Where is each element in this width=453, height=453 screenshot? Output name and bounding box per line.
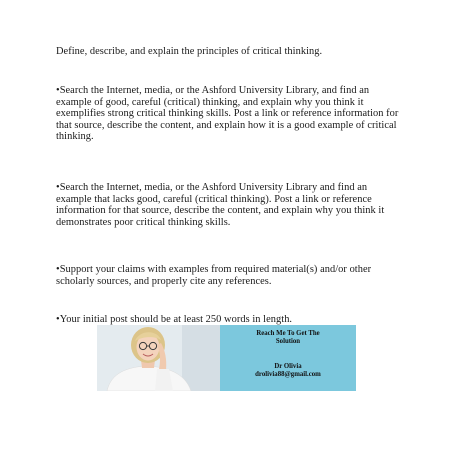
promo-banner xyxy=(97,325,356,391)
contact-name: Dr Olivia xyxy=(274,363,302,370)
tutor-photo xyxy=(97,325,220,391)
intro-paragraph: Define, describe, and explain the principles of critical thinking. xyxy=(56,46,323,57)
support-claims-paragraph: •Support your claims with examples from required material(s) and/or other scholarly sources, and properly cite any references. xyxy=(56,264,372,287)
woman-with-glasses-image xyxy=(97,325,220,391)
post-length-paragraph: •Your initial post should be at least 250 words in length. xyxy=(56,314,293,325)
cta-line-2: Solution xyxy=(275,338,301,345)
poor-thinking-paragraph: •Search the Internet, media, or the Ashford University Library and find an example that lacks good, careful (critical thinking). Post a link or reference information for that source, describe the content, and explain why you think it demonstrates poor critical thinking skills. xyxy=(56,182,385,228)
cta-line-1: Reach Me To Get The xyxy=(256,330,320,337)
good-thinking-paragraph: •Search the Internet, media, or the Ashford University Library, and find an example of good, careful (critical) thinking, and explain why you think it exemplifies strong critical thinking skills. Post a link or reference information for that source, describe the content, and explain how it is a good example of critical thinking. xyxy=(56,85,399,143)
contact-email[interactable]: drolivia88@gmail.com xyxy=(255,371,321,378)
contact-panel xyxy=(220,325,356,391)
